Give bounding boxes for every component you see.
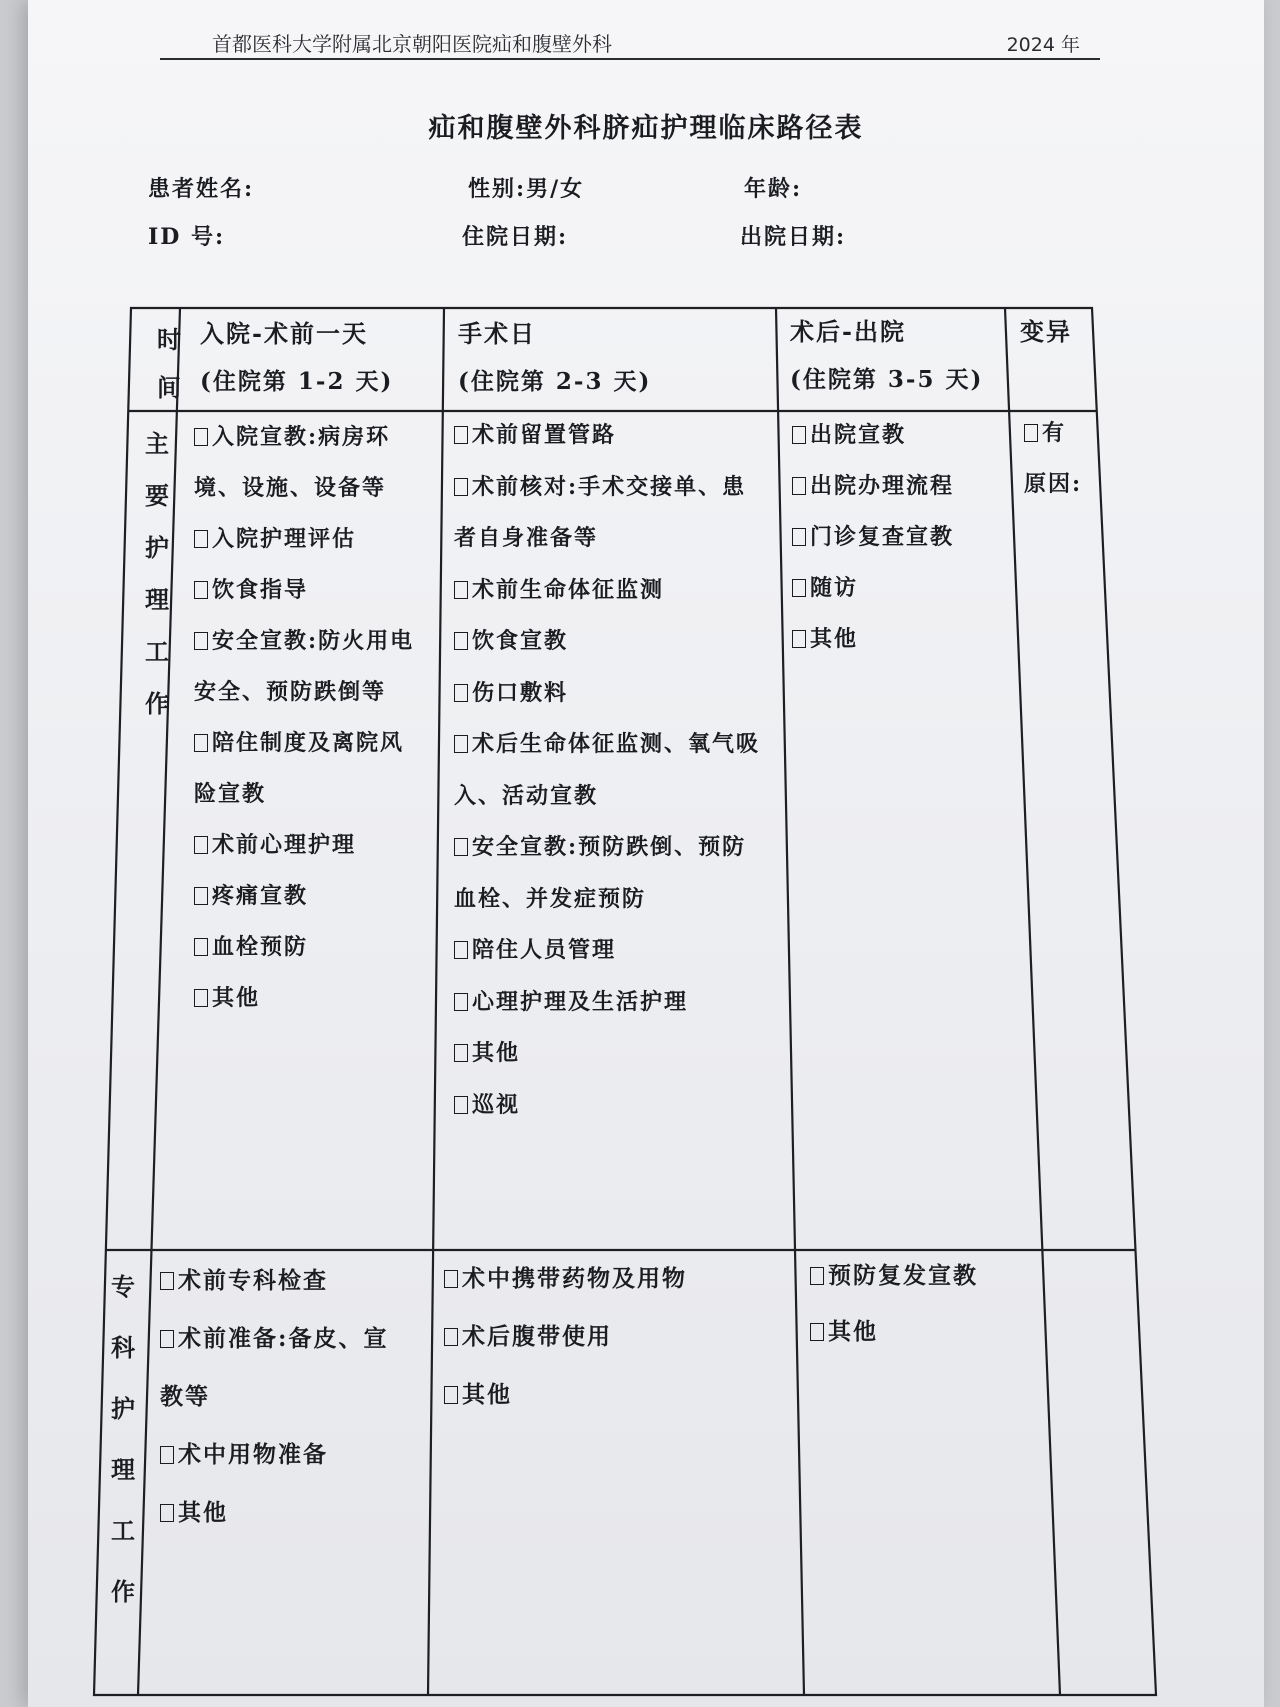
list-item: 入院护理评估 [194, 514, 414, 565]
checkbox[interactable] [454, 426, 468, 444]
checkbox[interactable] [454, 838, 468, 856]
checkbox[interactable] [194, 734, 208, 752]
list-item: 术前专科检查 [160, 1252, 389, 1310]
list-item: 术前留置管路 [454, 410, 760, 462]
checkbox[interactable] [160, 1504, 174, 1522]
list-item: 陪住制度及离院风 [194, 718, 414, 769]
checkbox[interactable] [194, 836, 208, 854]
list-item: 心理护理及生活护理 [454, 977, 760, 1029]
list-item: 境、设施、设备等 [194, 475, 387, 501]
patient-name-label: 患者姓名: [148, 176, 255, 202]
id-label: ID 号: [148, 224, 226, 250]
column-header-preop: 入院-术前一天 (住院第 1-2 天) [200, 319, 394, 395]
list-item: 险宣教 [194, 781, 267, 807]
checkbox[interactable] [454, 735, 468, 753]
list-item: 预防复发宣教 [810, 1248, 978, 1304]
list-item: 术前准备:备皮、宣 [160, 1310, 389, 1368]
list-item: 术前核对:手术交接单、患 [454, 462, 760, 514]
discharge-date-label: 出院日期: [740, 224, 847, 250]
list-item: 入院宣教:病房环 [194, 412, 414, 463]
checkbox[interactable] [454, 1096, 468, 1114]
list-item: 教等 [160, 1383, 210, 1410]
list-item: 出院办理流程 [792, 461, 954, 512]
checkbox[interactable] [194, 530, 208, 548]
list-item: 随访 [792, 563, 954, 614]
list-item: 术中携带药物及用物 [444, 1250, 687, 1308]
column-header-postop: 术后-出院 (住院第 3-5 天) [790, 317, 984, 393]
checkbox[interactable] [160, 1272, 174, 1290]
list-item: 巡视 [454, 1080, 760, 1132]
checkbox[interactable] [792, 426, 806, 444]
checkbox[interactable] [792, 477, 806, 495]
main-variance-items [1024, 408, 1082, 510]
institution-name: 首都医科大学附属北京朝阳医院疝和腹壁外科 [212, 32, 612, 56]
checkbox[interactable] [194, 428, 208, 446]
list-item: 出院宣教 [792, 410, 954, 461]
list-item: 者自身准备等 [454, 525, 599, 551]
checkbox[interactable] [810, 1323, 824, 1341]
list-item: 其他 [454, 1028, 760, 1080]
checkbox[interactable] [792, 630, 806, 648]
list-item: 饮食指导 [194, 565, 414, 616]
specialty-nursing-label: 专 科 护 理 工 作 [111, 1272, 135, 1606]
checkbox[interactable] [194, 938, 208, 956]
list-item: 其他 [810, 1304, 978, 1360]
list-item: 疼痛宣教 [194, 871, 414, 922]
list-item: 术前心理护理 [194, 820, 414, 871]
list-item: 入、活动宣教 [454, 782, 599, 809]
admission-date-label: 住院日期: [462, 224, 569, 250]
checkbox[interactable] [792, 579, 806, 597]
list-item: 其他 [160, 1484, 389, 1542]
list-item: 原因: [1024, 471, 1083, 497]
checkbox[interactable] [454, 684, 468, 702]
main-nursing-label: 主 要 护 理 工 作 [145, 429, 169, 718]
checkbox[interactable] [444, 1386, 458, 1404]
checkbox[interactable] [454, 581, 468, 599]
main-preop-items [194, 412, 414, 1024]
list-item: 其他 [444, 1366, 687, 1424]
list-item: 血栓、并发症预防 [454, 885, 647, 912]
checkbox[interactable] [454, 632, 468, 650]
time-column-label: 时 间 [157, 325, 181, 402]
checkbox[interactable] [444, 1328, 458, 1346]
checkbox[interactable] [444, 1270, 458, 1288]
list-item: 其他 [792, 614, 954, 665]
specialty-surgery-day-items [444, 1250, 687, 1424]
list-item: 安全、预防跌倒等 [194, 679, 387, 705]
list-item: 术前生命体征监测 [454, 565, 760, 617]
form-title: 疝和腹壁外科脐疝护理临床路径表 [428, 113, 864, 144]
list-item: 血栓预防 [194, 922, 414, 973]
list-item: 安全宣教:预防跌倒、预防 [454, 822, 760, 874]
checkbox[interactable] [454, 478, 468, 496]
gender-label: 性别:男/女 [468, 176, 585, 202]
main-postop-items [792, 410, 954, 665]
checkbox[interactable] [194, 581, 208, 599]
checkbox[interactable] [194, 989, 208, 1007]
list-item: 伤口敷料 [454, 668, 760, 720]
list-item: 饮食宣教 [454, 616, 760, 668]
list-item: 有 [1024, 408, 1082, 459]
specialty-postop-items [810, 1248, 978, 1360]
checkbox[interactable] [454, 1044, 468, 1062]
list-item: 陪住人员管理 [454, 925, 760, 977]
main-surgery-day-items [454, 410, 760, 1131]
list-item: 术后生命体征监测、氧气吸 [454, 719, 760, 771]
checkbox[interactable] [454, 941, 468, 959]
form-page [28, 0, 1264, 1707]
header-year: 2024 年 [1006, 34, 1080, 56]
checkbox[interactable] [792, 528, 806, 546]
list-item: 安全宣教:防火用电 [194, 616, 414, 667]
list-item: 门诊复查宣教 [792, 512, 954, 563]
column-header-variance: 变异 [1020, 317, 1072, 346]
specialty-preop-items [160, 1252, 389, 1542]
checkbox[interactable] [160, 1446, 174, 1464]
list-item: 术中用物准备 [160, 1426, 389, 1484]
age-label: 年龄: [744, 176, 803, 202]
checkbox[interactable] [160, 1330, 174, 1348]
checkbox[interactable] [1024, 424, 1038, 442]
checkbox[interactable] [810, 1267, 824, 1285]
list-item: 其他 [194, 973, 414, 1024]
checkbox[interactable] [194, 632, 208, 650]
checkbox[interactable] [454, 993, 468, 1011]
list-item: 术后腹带使用 [444, 1308, 687, 1366]
column-header-surgery-day: 手术日 (住院第 2-3 天) [458, 319, 652, 395]
checkbox[interactable] [194, 887, 208, 905]
